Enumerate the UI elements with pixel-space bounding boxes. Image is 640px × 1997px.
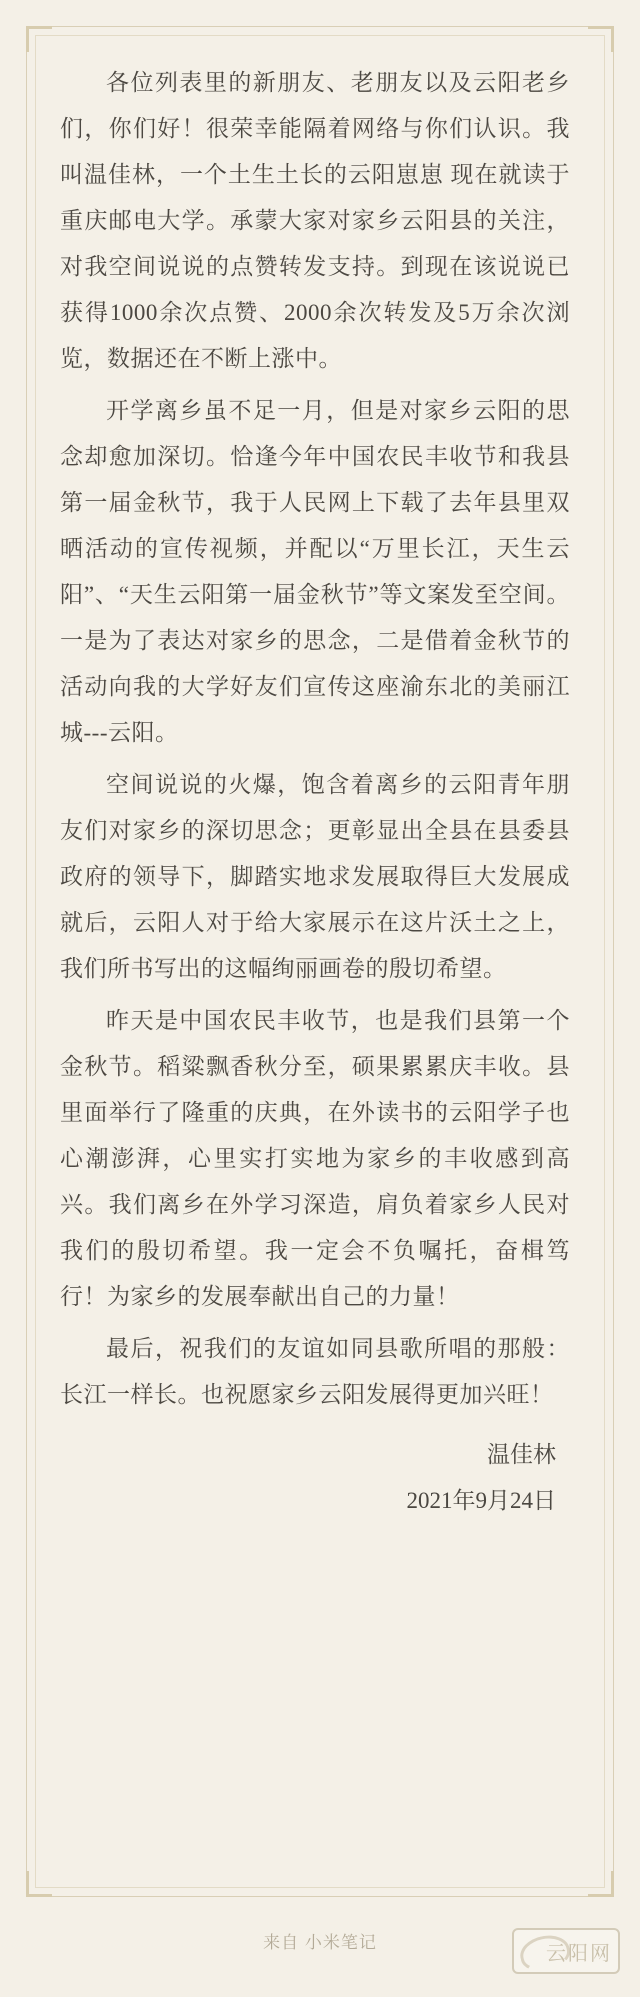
corner-ornament-bottom-left xyxy=(26,1871,52,1897)
corner-ornament-top-right xyxy=(588,26,614,52)
source-footer: 来自 小米笔记 xyxy=(263,1933,377,1952)
author-signature: 温佳林 xyxy=(487,1442,556,1467)
paragraph: 各位列表里的新朋友、老朋友以及云阳老乡们，你们好！很荣幸能隔着网络与你们认识。我叫温佳林，一个土生土长的云阳崽崽 现在就读于重庆邮电大学。承蒙大家对家乡云阳县的关注，对我空间说说的点赞转发支持。到现在该说说已获得1000余次点赞、2000余次转发及5万余次浏览，数据还在不断上涨中。 xyxy=(60,70,570,371)
paragraph: 开学离乡虽不足一月，但是对家乡云阳的思念却愈加深切。恰逢今年中国农民丰收节和我县第一届金秋节，我于人民网上下载了去年县里双晒活动的宣传视频，并配以“万里长江，天生云阳”、“天生云阳第一届金秋节”等文案发至空间。一是为了表达对家乡的思念，二是借着金秋节的活动向我的大学好友们宣传这座渝东北的美丽江城---云阳。 xyxy=(60,398,570,745)
watermark-badge xyxy=(512,1928,620,1974)
paragraph: 昨天是中国农民丰收节，也是我们县第一个金秋节。稻粱飘香秋分至，硕果累累庆丰收。县里面举行了隆重的庆典，在外读书的云阳学子也心潮澎湃，心里实打实地为家乡的丰收感到高兴。我们离乡在外学习深造，肩负着家乡人民对我们的殷切希望。我一定会不负嘱托，奋楫笃行！为家乡的发展奉献出自己的力量！ xyxy=(60,1008,570,1309)
paragraph: 空间说说的火爆，饱含着离乡的云阳青年朋友们对家乡的深切思念；更彰显出全县在县委县政府的领导下，脚踏实地求发展取得巨大发展成就后，云阳人对于给大家展示在这片沃土之上，我们所书写出的这幅绚丽画卷的殷切希望。 xyxy=(60,772,570,981)
site-watermark xyxy=(510,1923,622,1979)
corner-ornament-top-left xyxy=(26,26,52,52)
corner-ornament-bottom-right xyxy=(588,1871,614,1897)
signature-date: 2021年9月24日 xyxy=(406,1488,556,1513)
note-body xyxy=(60,60,570,1524)
paragraph: 最后，祝我们的友谊如同县歌所唱的那般：长江一样长。也祝愿家乡云阳发展得更加兴旺！ xyxy=(60,1336,570,1407)
watermark-label: 云阳网 xyxy=(546,1942,612,1965)
